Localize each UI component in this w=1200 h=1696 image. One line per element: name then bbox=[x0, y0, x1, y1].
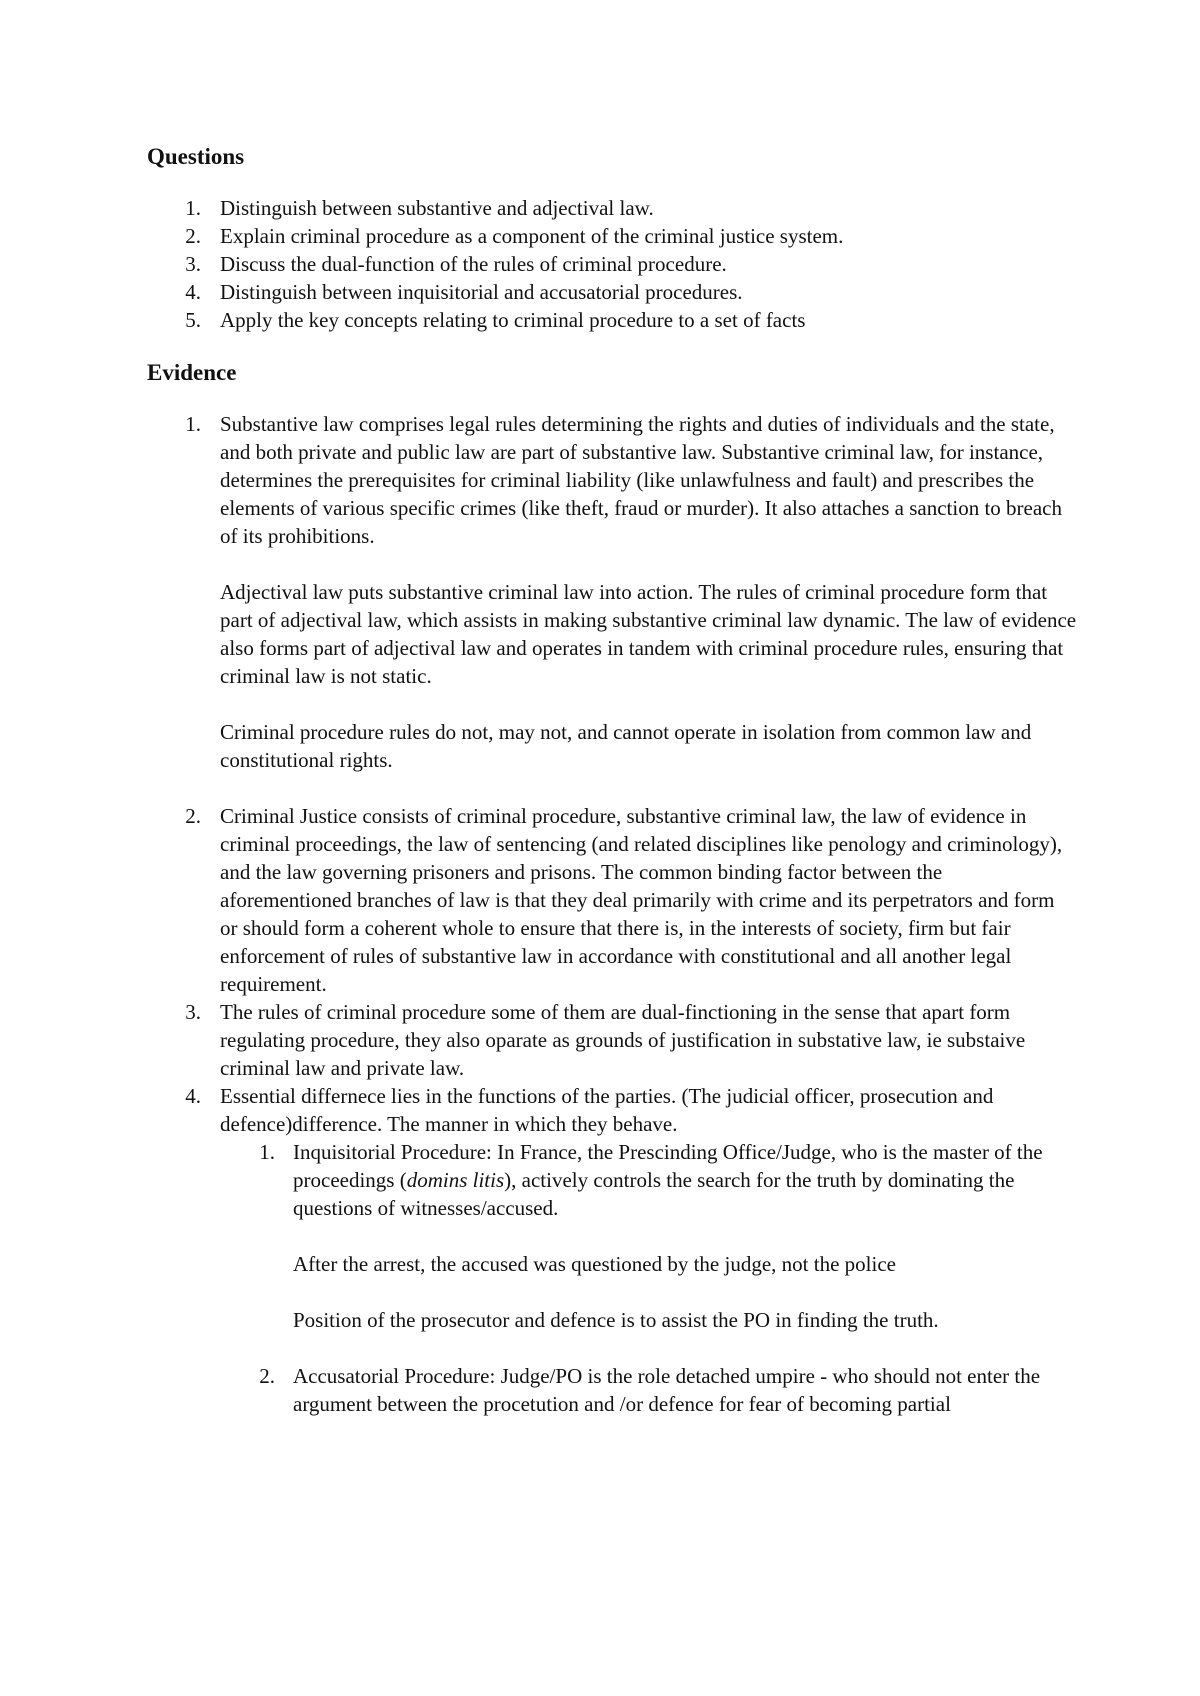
question-item bbox=[147, 222, 1077, 250]
list-number: 1. bbox=[259, 1140, 275, 1164]
paragraph-dual-function: The rules of criminal procedure some of them are dual-finctioning in the sense that apart form regulating procedure, they also oparate as grounds of justification in substative law, ie substaive criminal law and private law. bbox=[220, 1000, 1026, 1080]
paragraph-isolation: Criminal procedure rules do not, may not, and cannot operate in isolation from common law and constitutional rights. bbox=[220, 720, 1032, 772]
list-number: 2. bbox=[185, 224, 201, 248]
question-item bbox=[147, 306, 1077, 334]
text-segment: ), actively controls the search for the truth by dominating the questions of witnesses/accused. bbox=[293, 1168, 1015, 1220]
evidence-item-body bbox=[220, 410, 1077, 774]
list-number: 2. bbox=[259, 1364, 275, 1388]
evidence-item-criminal-justice bbox=[147, 802, 1077, 998]
question-item bbox=[147, 194, 1077, 222]
procedure-sublist bbox=[147, 1138, 1077, 1418]
document-content bbox=[147, 142, 1077, 1418]
question-text: Apply the key concepts relating to criminal procedure to a set of facts bbox=[220, 308, 806, 332]
list-number: 4. bbox=[185, 1084, 201, 1108]
evidence-item-procedures bbox=[147, 1082, 1077, 1418]
questions-heading: Questions bbox=[147, 144, 245, 169]
question-text: Explain criminal procedure as a component of the criminal justice system. bbox=[220, 224, 844, 248]
paragraph-criminal-justice: Criminal Justice consists of criminal procedure, substantive criminal law, the law of evidence in criminal proceedings, the law of sentencing (and related disciplines like penology and criminology), and the law governing prisoners and prisons. The common binding factor between the aforementioned branches of law is that they deal primarily with crime and its perpetrators and form or should form a coherent whole to ensure that there is, in the interests of society, firm but fair enforcement of rules of substantive law in accordance with constitutional and all another legal requirement. bbox=[220, 804, 1063, 996]
question-item bbox=[147, 278, 1077, 306]
question-item bbox=[147, 250, 1077, 278]
evidence-list bbox=[147, 410, 1077, 1418]
question-text: Distinguish between substantive and adjectival law. bbox=[220, 196, 654, 220]
evidence-heading: Evidence bbox=[147, 360, 237, 385]
questions-list bbox=[147, 194, 1077, 334]
paragraph-adjectival-law: Adjectival law puts substantive criminal law into action. The rules of criminal procedure form that part of adjectival law, which assists in making substantive criminal law dynamic. The law of evidence also forms part of adjectival law and operates in tandem with criminal procedure rules, ensuring that criminal law is not static. bbox=[220, 580, 1077, 688]
sublist-item-body bbox=[293, 1138, 1077, 1334]
latin-term: domins litis bbox=[406, 1168, 505, 1192]
list-number: 1. bbox=[185, 196, 201, 220]
sublist-item-accusatorial bbox=[220, 1362, 1077, 1418]
evidence-item-dual-function bbox=[147, 998, 1077, 1082]
question-text: Discuss the dual-function of the rules of criminal procedure. bbox=[220, 252, 727, 276]
paragraph-substantive-law: Substantive law comprises legal rules determining the rights and duties of individuals and the state, and both private and public law are part of substantive law. Substantive criminal law, for instance, determines the prerequisites for criminal liability (like unlawfulness and fault) and prescribes the elements of various specific crimes (like theft, fraud or murder). It also attaches a sanction to breach of its prohibitions. bbox=[220, 412, 1062, 548]
list-number: 3. bbox=[185, 252, 201, 276]
text-segment: Inquisitorial Procedure: In France, the Prescinding Office/Judge, who is the master of the proceedings ( bbox=[293, 1140, 1043, 1192]
evidence-item-body bbox=[220, 1082, 1077, 1138]
paragraph-parties-functions: Essential differnece lies in the functions of the parties. (The judicial officer, prosecution and defence)difference. The manner in which they behave. bbox=[220, 1084, 994, 1136]
question-text: Distinguish between inquisitorial and accusatorial procedures. bbox=[220, 280, 743, 304]
paragraph-prosecutor-defence: Position of the prosecutor and defence is to assist the PO in finding the truth. bbox=[293, 1308, 939, 1332]
list-number: 3. bbox=[185, 1000, 201, 1024]
list-number: 2. bbox=[185, 804, 201, 828]
paragraph-arrest: After the arrest, the accused was questioned by the judge, not the police bbox=[293, 1252, 896, 1276]
list-number: 1. bbox=[185, 412, 201, 436]
list-number: 5. bbox=[185, 308, 201, 332]
evidence-item-substantive-law bbox=[147, 410, 1077, 774]
paragraph-accusatorial: Accusatorial Procedure: Judge/PO is the role detached umpire - who should not enter the argument between the procetution and /or defence for fear of becoming partial bbox=[293, 1364, 1041, 1416]
list-number: 4. bbox=[185, 280, 201, 304]
sublist-item-inquisitorial bbox=[220, 1138, 1077, 1334]
paragraph-inquisitorial bbox=[293, 1138, 1077, 1222]
